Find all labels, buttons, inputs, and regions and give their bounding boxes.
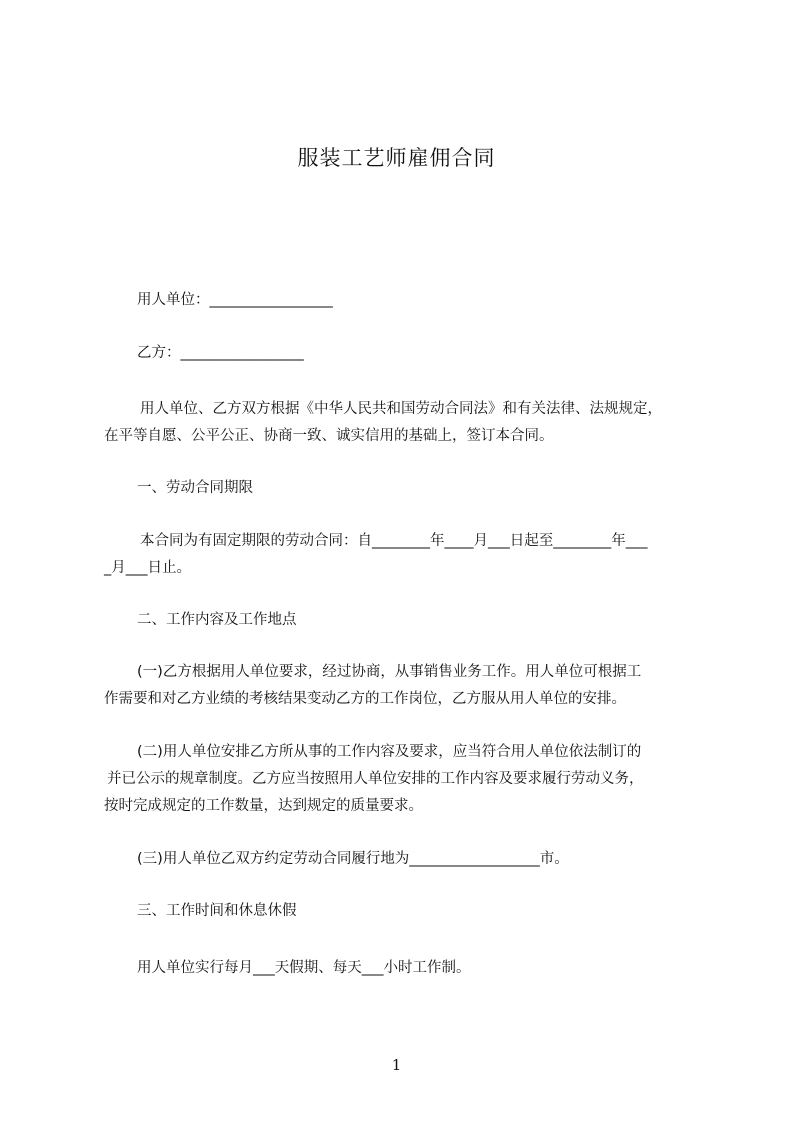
term-line-1: 本合同为有固定期限的劳动合同：自________年____月___日起至________年___ bbox=[140, 533, 648, 549]
item-2-line-3: 按时完成规定的工作数量，达到规定的质量要求。 bbox=[104, 798, 423, 814]
item-3-line-1: (三)用人单位乙双方约定劳动合同履行地为__________________市。 bbox=[137, 851, 569, 867]
intro-line-2: 在平等自愿、公平公正、协商一致、诚实信用的基础上，签订本合同。 bbox=[104, 428, 554, 444]
intro-line-1: 用人单位、乙方双方根据《中华人民共和国劳动合同法》和有关法律、法规规定， bbox=[140, 401, 662, 417]
section-1-heading: 一、劳动合同期限 bbox=[137, 480, 253, 496]
page-number: 1 bbox=[391, 1056, 402, 1074]
item-1-line-2: 作需要和对乙方业绩的考核结果变动乙方的工作岗位，乙方服从用人单位的安排。 bbox=[104, 691, 626, 707]
document-title: 服装工艺师雇佣合同 bbox=[297, 146, 496, 170]
hours-line: 用人单位实行每月___天假期、每天___小时工作制。 bbox=[137, 960, 471, 976]
item-2-line-2: 并已公示的规章制度。乙方应当按照用人单位安排的工作内容及要求履行劳动义务， bbox=[107, 771, 644, 787]
section-3-heading: 三、工作时间和休息休假 bbox=[137, 903, 297, 919]
item-1-line-1: (一)乙方根据用人单位要求，经过协商，从事销售业务工作。用人单位可根据工 bbox=[137, 664, 642, 680]
term-line-2: _月___日止。 bbox=[104, 560, 191, 576]
item-2-line-1: (二)用人单位安排乙方所从事的工作内容及要求，应当符合用人单位依法制订的 bbox=[137, 744, 642, 760]
party-b-line: 乙方：_________________ bbox=[137, 345, 304, 361]
section-2-heading: 二、工作内容及工作地点 bbox=[137, 612, 297, 628]
party-a-line: 用人单位：_________________ bbox=[137, 292, 333, 308]
